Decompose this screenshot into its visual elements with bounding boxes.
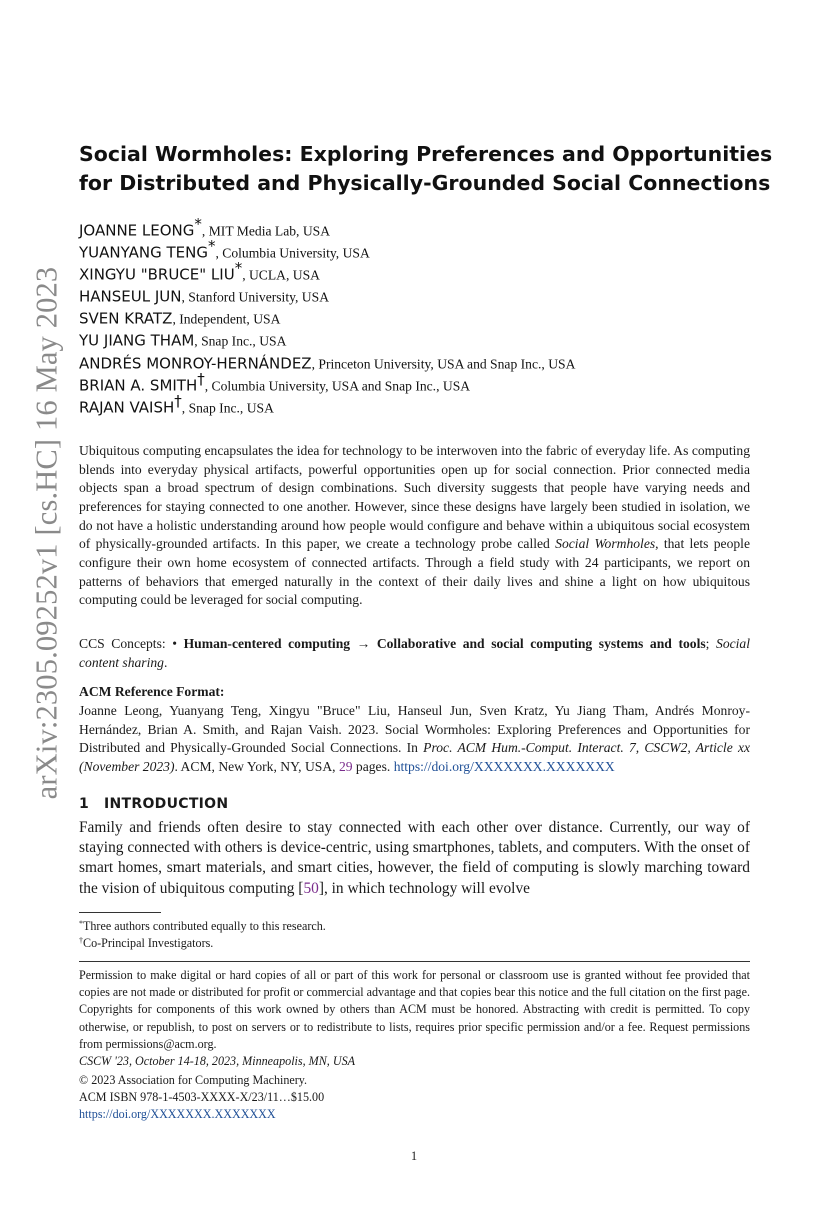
probe-name: Social Wormholes bbox=[555, 536, 656, 552]
reference-text: . ACM, New York, NY, USA, bbox=[174, 758, 339, 774]
author-entry bbox=[79, 279, 575, 306]
author-name: XINGYU "BRUCE" LIU bbox=[79, 265, 235, 284]
arxiv-side-stamp bbox=[26, 227, 68, 839]
ccs-subconcept: Social content sharing bbox=[79, 636, 750, 670]
doi-footer-link[interactable]: https://doi.org/XXXXXXX.XXXXXXX bbox=[79, 1107, 276, 1121]
author-affiliation: , Stanford University, USA bbox=[181, 289, 330, 305]
section-number: 1 bbox=[79, 796, 90, 812]
author-affiliation: , UCLA, USA bbox=[242, 267, 320, 283]
author-affiliation: , Columbia University, USA bbox=[215, 245, 370, 261]
author-entry bbox=[79, 346, 576, 372]
paper-title bbox=[79, 140, 779, 198]
author-entry bbox=[79, 235, 575, 262]
abstract-text: , that lets people configure their own home ecosystem of connected artifacts. Through a field study with 24 participants, we report on patterns of behaviors that emerged naturally in the context of their daily lives and shine a light on how ubiquitous computing could be leveraged for social computing. bbox=[79, 536, 750, 608]
permission-rule bbox=[79, 961, 750, 962]
author-affiliation: , Snap Inc., USA bbox=[181, 400, 274, 416]
author-affiliation: , MIT Media Lab, USA bbox=[201, 223, 331, 239]
footnote bbox=[79, 916, 326, 934]
ccs-separator: ; bbox=[705, 636, 717, 651]
author-name: BRIAN A. SMITH bbox=[79, 375, 198, 394]
ccs-concept: Human-centered computing → Collaborative and social computing systems and tools bbox=[183, 636, 706, 651]
ccs-prefix: CCS Concepts: • bbox=[79, 636, 184, 651]
section-heading bbox=[79, 795, 228, 813]
footnote-mark: * bbox=[79, 919, 83, 928]
isbn: ACM ISBN 978-1-4503-XXXX-X/23/11…$15.00 bbox=[79, 1090, 325, 1104]
section-title: INTRODUCTION bbox=[104, 796, 229, 812]
author-affiliation: , Princeton University, USA and Snap Inc., USA bbox=[311, 355, 576, 371]
footnote-rule bbox=[79, 912, 161, 913]
author-mark: * bbox=[194, 215, 202, 233]
author-entry bbox=[79, 213, 575, 240]
citation-link[interactable]: 50 bbox=[303, 879, 319, 897]
author-affiliation: , Columbia University, USA and Snap Inc., USA bbox=[204, 377, 471, 393]
author-name: JOANNE LEONG bbox=[79, 221, 195, 240]
abstract-text: Ubiquitous computing encapsulates the idea for technology to be interwoven into the fabric of everyday life. As computing blends into everyday physical artifacts, powerful opportunities open up for social connection. Prior connected media objects span a broad spectrum of design combinations. Such diversity suggests that people have varying needs and preferences for staying connected to one another. However, since these designs have largely been studied in isolation, we do not have a holistic understanding around how people would configure and behave within a ubiquitous social ecosystem of physically-grounded artifacts. In this paper, we create a technology probe called bbox=[79, 443, 750, 552]
doi-link[interactable]: https://doi.org/XXXXXXX.XXXXXXX bbox=[393, 758, 615, 774]
copyright: © 2023 Association for Computing Machinery. bbox=[79, 1073, 308, 1087]
page-count-link[interactable]: 29 bbox=[338, 758, 353, 774]
reference-text: Joanne Leong, Yuanyang Teng, Xingyu "Bruce" Liu, Hanseul Jun, Sven Kratz, Yu Jiang Tham, Andrés Monroy-Hernández, Brian A. Smith, and Rajan Vaish. 2023. Social Wormholes: Exploring Preferences and Opportunities for Distributed and Physically-Grounded Social Connections. In bbox=[79, 703, 750, 756]
author-mark: * bbox=[207, 237, 216, 256]
title-line-2: for Distributed and Physically-Grounded Social Connections bbox=[79, 171, 771, 195]
acm-reference bbox=[79, 702, 750, 777]
footnote-text: Three authors contributed equally to this research. bbox=[83, 919, 326, 933]
author-entry bbox=[79, 257, 575, 284]
ccs-end: . bbox=[163, 654, 168, 670]
intro-paragraph bbox=[79, 818, 750, 899]
abstract bbox=[79, 442, 750, 610]
author-entry bbox=[79, 323, 575, 350]
reference-venue: Proc. ACM Hum.-Comput. Interact. 7, CSCW2, Article xx (November 2023) bbox=[79, 740, 751, 774]
page-number: 1 bbox=[410, 1149, 418, 1163]
author-mark: † bbox=[197, 369, 205, 388]
author-mark: * bbox=[234, 259, 243, 278]
author-name: ANDRÉS MONROY-HERNÁNDEZ bbox=[79, 353, 312, 372]
author-entry bbox=[79, 390, 575, 417]
footnote bbox=[79, 933, 213, 951]
intro-text: ], in which technology will evolve bbox=[318, 879, 530, 897]
title-line-1: Social Wormholes: Exploring Preferences and Opportunities bbox=[79, 142, 773, 166]
arxiv-identifier: arXiv:2305.09252v1 [cs.HC] 16 May 2023 bbox=[29, 266, 64, 800]
author-name: HANSEUL JUN bbox=[79, 287, 182, 306]
intro-text: Family and friends often desire to stay connected with each other over distance. Currently, our way of staying connected with others is device-centric, using smartphones, tablets, and computers. With the onset of smart homes, smart materials, and smart cities, however, the field of computing is slowly marching toward the vision of ubiquitous computing [ bbox=[79, 819, 750, 897]
author-name: RAJAN VAISH bbox=[79, 398, 175, 417]
footnote-text: Co-Principal Investigators. bbox=[83, 936, 214, 950]
footnote-mark: † bbox=[79, 936, 83, 945]
acm-reference-heading: ACM Reference Format: bbox=[79, 684, 225, 699]
author-name: YU JIANG THAM bbox=[79, 331, 195, 350]
reference-text: pages. bbox=[352, 758, 394, 774]
author-list bbox=[79, 213, 576, 417]
conference-info: CSCW '23, October 14-18, 2023, Minneapolis, MN, USA bbox=[79, 1054, 356, 1068]
permission-notice: Permission to make digital or hard copies of all or part of this work for personal or classroom use is granted without fee provided that copies are not made or distributed for profit or commercial advantage and that copies bear this notice and the full citation on the first page. Copyrights for components of this work owned by others than ACM must be honored. Abstracting with credit is permitted. To copy otherwise, or republish, to post on servers or to redistribute to lists, requires prior specific permission and/or a fee. Request permissions from permissions@acm.org. bbox=[79, 968, 750, 1051]
author-name: SVEN KRATZ bbox=[79, 309, 173, 328]
author-name: YUANYANG TENG bbox=[79, 243, 208, 262]
author-affiliation: , Independent, USA bbox=[172, 311, 281, 327]
author-mark: † bbox=[174, 391, 182, 410]
author-affiliation: , Snap Inc., USA bbox=[194, 333, 287, 349]
ccs-concepts bbox=[79, 635, 750, 672]
